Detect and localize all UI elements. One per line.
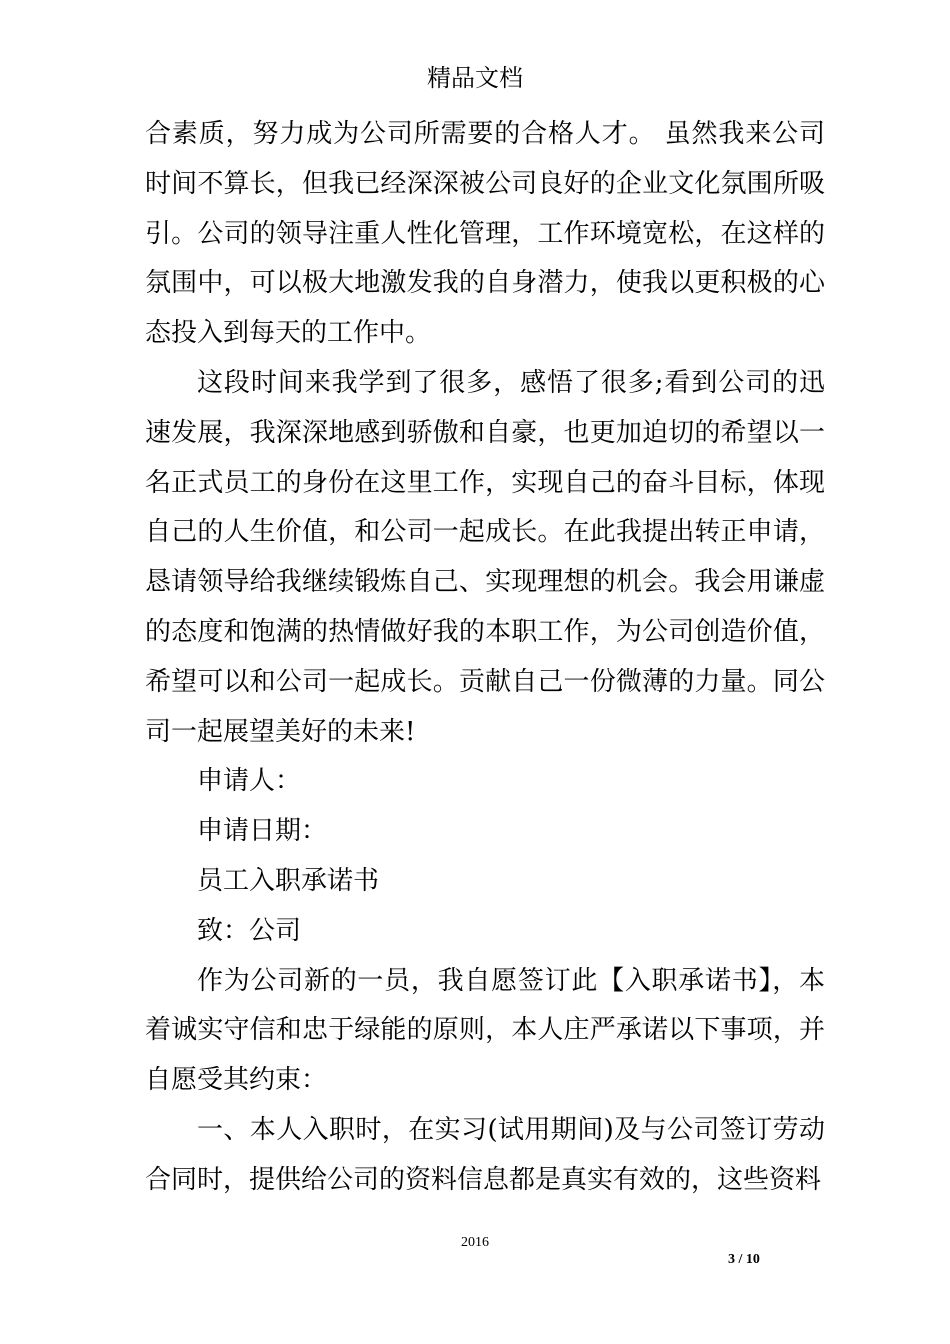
page-header-title: 精品文档 — [427, 64, 523, 92]
section-title: 员工入职承诺书 — [197, 865, 380, 896]
recipient-line: 致：公司 — [197, 915, 302, 946]
page-number: 3 / 10 — [728, 1252, 760, 1267]
applicant-line: 申请人： — [197, 766, 302, 797]
application-date-line: 申请日期： — [197, 816, 328, 847]
paragraph-commitment-item-1: 一、本人入职时，在实习(试用期间)及与公司签订劳动合同时，提供给公司的资料信息都是真实有效的，这些资料 — [145, 1114, 825, 1195]
paragraph-growth: 这段时间来我学到了很多，感悟了很多;看到公司的迅速发展，我深深地感到骄傲和自豪，也更加迫切的希望以一名正式员工的身份在这里工作，实现自己的奋斗目标，体现自己的人生价值，和公司一起成长。在此我提出转正申请，恳请领导给我继续锻炼自己、实现理想的机会。我会用谦虚的态度和饱满的热情做好我的本职工作，为公司创造价值，希望可以和公司一起成长。贡献自己一份微薄的力量。同公司一起展望美好的未来! — [145, 367, 825, 747]
document-body — [145, 110, 825, 1206]
paragraph-continuation: 合素质，努力成为公司所需要的合格人才。 虽然我来公司时间不算长，但我已经深深被公司良好的企业文化氛围所吸引。公司的领导注重人性化管理，工作环境宽松，在这样的氛围中，可以极大地激发我的自身潜力，使我以更积极的心态投入到每天的工作中。 — [145, 119, 825, 349]
paragraph-commitment-intro: 作为公司新的一员，我自愿签订此【入职承诺书】，本着诚实守信和忠于绿能的原则，本人庄严承诺以下事项，并自愿受其约束： — [145, 965, 825, 1096]
footer-year: 2016 — [461, 1235, 489, 1250]
